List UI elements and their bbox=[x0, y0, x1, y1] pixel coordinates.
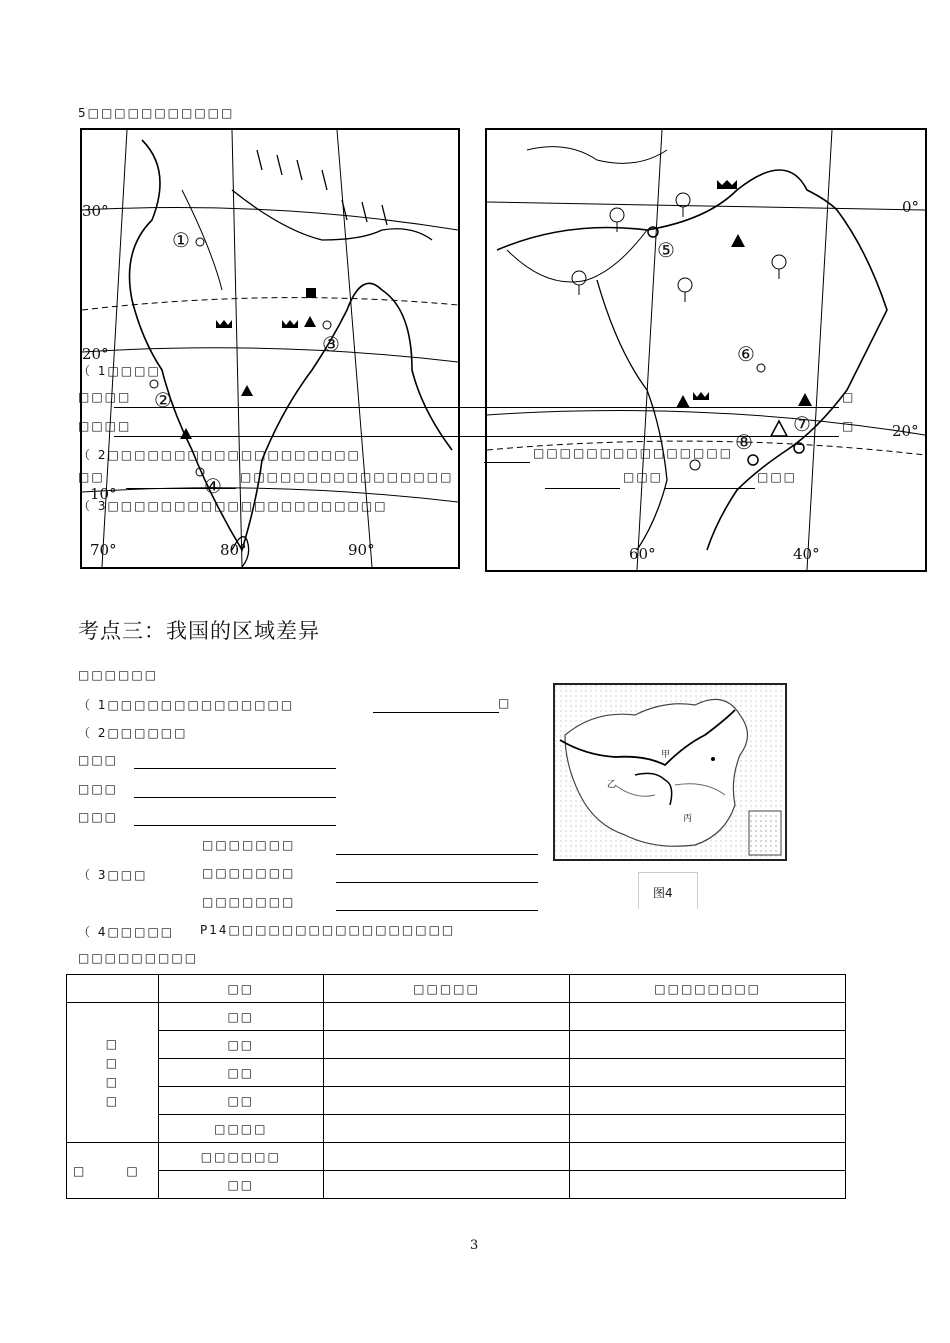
table-cell[interactable] bbox=[570, 1003, 846, 1031]
answer-line-2d[interactable] bbox=[665, 488, 755, 489]
marker-1: ① bbox=[172, 228, 190, 252]
table-cell[interactable] bbox=[570, 1031, 846, 1059]
table-row bbox=[67, 1087, 846, 1115]
s3-answer-line-1[interactable] bbox=[373, 712, 499, 713]
q5-2-b: □□ bbox=[78, 470, 105, 484]
marker-2: ② bbox=[154, 388, 172, 412]
table-cell[interactable] bbox=[323, 1171, 570, 1199]
figure-4-map bbox=[553, 683, 787, 861]
lon-label-60: 60° bbox=[629, 545, 656, 563]
answer-line-2b[interactable] bbox=[126, 488, 236, 489]
table-row bbox=[67, 1171, 846, 1199]
s3-q3-sub-3: □□□□□□□ bbox=[202, 895, 296, 909]
s3-q2: （ 2□□□□□□ bbox=[78, 726, 188, 740]
table-row-label: □□□□ bbox=[158, 1115, 323, 1143]
figure-4-caption-box bbox=[638, 872, 698, 909]
q5-2-b-end1: □□□ bbox=[623, 470, 664, 484]
table-row bbox=[67, 1143, 846, 1171]
figure-4-caption: 图4 bbox=[653, 886, 673, 900]
marker-8: ⑧ bbox=[735, 430, 753, 454]
table-cell[interactable] bbox=[570, 1171, 846, 1199]
lat-label-20: 20° bbox=[82, 345, 109, 363]
comparison-table bbox=[66, 974, 846, 1199]
s3-q5: □□□□□□□□□ bbox=[78, 951, 199, 965]
table-corner-cell bbox=[67, 975, 159, 1003]
table-cell[interactable] bbox=[323, 1031, 570, 1059]
brazil-map-drawing bbox=[487, 130, 925, 570]
brazil-map bbox=[485, 128, 927, 572]
s3-answer-line-2a[interactable] bbox=[134, 768, 336, 769]
table-row-label: □□ bbox=[158, 1087, 323, 1115]
answer-line-1b[interactable] bbox=[114, 436, 839, 437]
q5-1: （ 1□□□□ bbox=[78, 364, 161, 378]
table-row bbox=[67, 1031, 846, 1059]
q5-2-b-end2: □□□ bbox=[757, 470, 798, 484]
q5-1-a-end: □ bbox=[842, 390, 856, 404]
table-row bbox=[67, 1003, 846, 1031]
table-row-label: □□□□□□ bbox=[158, 1143, 323, 1171]
table-row-label: □□ bbox=[158, 1059, 323, 1087]
q5-3: （ 3□□□□□□□□□□□□□□□□□□□□□ bbox=[78, 499, 388, 513]
marker-3: ③ bbox=[322, 332, 340, 356]
s3-q2-item-1: □□□ bbox=[78, 753, 119, 767]
table-cell[interactable] bbox=[323, 1143, 570, 1171]
q5-1-b-end: □ bbox=[842, 419, 856, 433]
table-cell[interactable] bbox=[570, 1143, 846, 1171]
lat-label-10: 10° bbox=[90, 485, 117, 503]
s3-q3: （ 3□□□ bbox=[78, 868, 148, 882]
table-cell[interactable] bbox=[323, 1115, 570, 1143]
figure-4-drawing bbox=[555, 685, 785, 859]
s3-q2-item-2: □□□ bbox=[78, 782, 119, 796]
q5-2-right: □□□□□□□□□□□□□□□ bbox=[533, 446, 734, 460]
table-row-label: □□ bbox=[158, 1171, 323, 1199]
s3-q4-ref: P14□□□□□□□□□□□□□□□□□ bbox=[200, 923, 456, 937]
s3-q3-sub-1: □□□□□□□ bbox=[202, 838, 296, 852]
region-yi-label: 乙 bbox=[607, 780, 617, 790]
s3-q1: （ 1□□□□□□□□□□□□□□ bbox=[78, 698, 295, 712]
table-group-2-label-a: □ bbox=[73, 1163, 87, 1178]
lon-label-40: 40° bbox=[793, 545, 820, 563]
question-5-title: 5□□□□□□□□□□□ bbox=[78, 106, 235, 120]
table-row bbox=[67, 1059, 846, 1087]
table-cell[interactable] bbox=[323, 1003, 570, 1031]
region-jia-label: 甲 bbox=[661, 750, 671, 760]
lat-label-20s: 20° bbox=[892, 422, 919, 440]
table-cell[interactable] bbox=[570, 1059, 846, 1087]
lon-label-80: 80° bbox=[220, 541, 247, 559]
region-bing-label: 丙 bbox=[683, 814, 693, 824]
lon-label-70: 70° bbox=[90, 541, 117, 559]
section-3-intro: □□□□□□ bbox=[78, 668, 159, 682]
marker-6: ⑥ bbox=[737, 342, 755, 366]
lon-label-90: 90° bbox=[348, 541, 375, 559]
answer-line-2a[interactable] bbox=[484, 462, 530, 463]
table-group-1-label bbox=[67, 1003, 159, 1143]
table-group-2-label bbox=[67, 1143, 159, 1199]
marker-4: ④ bbox=[204, 474, 222, 498]
table-cell[interactable] bbox=[323, 1059, 570, 1087]
q5-1-b: □□□□ bbox=[78, 419, 132, 433]
s3-q3-sub-2: □□□□□□□ bbox=[202, 866, 296, 880]
marker-5: ⑤ bbox=[657, 238, 675, 262]
table-cell[interactable] bbox=[570, 1087, 846, 1115]
s3-q1-end: □ bbox=[498, 696, 512, 710]
table-row-label: □□ bbox=[158, 1031, 323, 1059]
answer-line-1a[interactable] bbox=[114, 407, 839, 408]
page-number: 3 bbox=[470, 1238, 479, 1253]
s3-answer-line-3b[interactable] bbox=[336, 882, 538, 883]
table-header: □□ bbox=[158, 975, 323, 1003]
s3-answer-line-3a[interactable] bbox=[336, 854, 538, 855]
s3-answer-line-2b[interactable] bbox=[134, 797, 336, 798]
lat-label-30: 30° bbox=[82, 202, 109, 220]
table-group-2-label-b: □ bbox=[126, 1163, 140, 1178]
section-3-title: 考点三：我国的区域差异 bbox=[78, 619, 320, 643]
table-header-row bbox=[67, 975, 846, 1003]
answer-line-2c[interactable] bbox=[545, 488, 620, 489]
q5-2: （ 2□□□□□□□□□□□□□□□□□□□ bbox=[78, 448, 361, 462]
table-row bbox=[67, 1115, 846, 1143]
s3-answer-line-2c[interactable] bbox=[134, 825, 336, 826]
table-cell[interactable] bbox=[570, 1115, 846, 1143]
table-cell[interactable] bbox=[323, 1087, 570, 1115]
s3-q4: （ 4□□□□□ bbox=[78, 925, 175, 939]
marker-7: ⑦ bbox=[793, 412, 811, 436]
q5-2-b-mid: □□□□□□□□□□□□□□□□ bbox=[240, 470, 454, 484]
table-header: □□□□□□□□ bbox=[570, 975, 846, 1003]
s3-q2-item-3: □□□ bbox=[78, 810, 119, 824]
lat-label-0: 0° bbox=[902, 198, 920, 216]
q5-1-a: □□□□ bbox=[78, 390, 132, 404]
s3-answer-line-3c[interactable] bbox=[336, 910, 538, 911]
table-group-1-label-text: □ □ □ □ bbox=[105, 1036, 120, 1108]
table-header: □□□□□ bbox=[323, 975, 570, 1003]
table-row-label: □□ bbox=[158, 1003, 323, 1031]
